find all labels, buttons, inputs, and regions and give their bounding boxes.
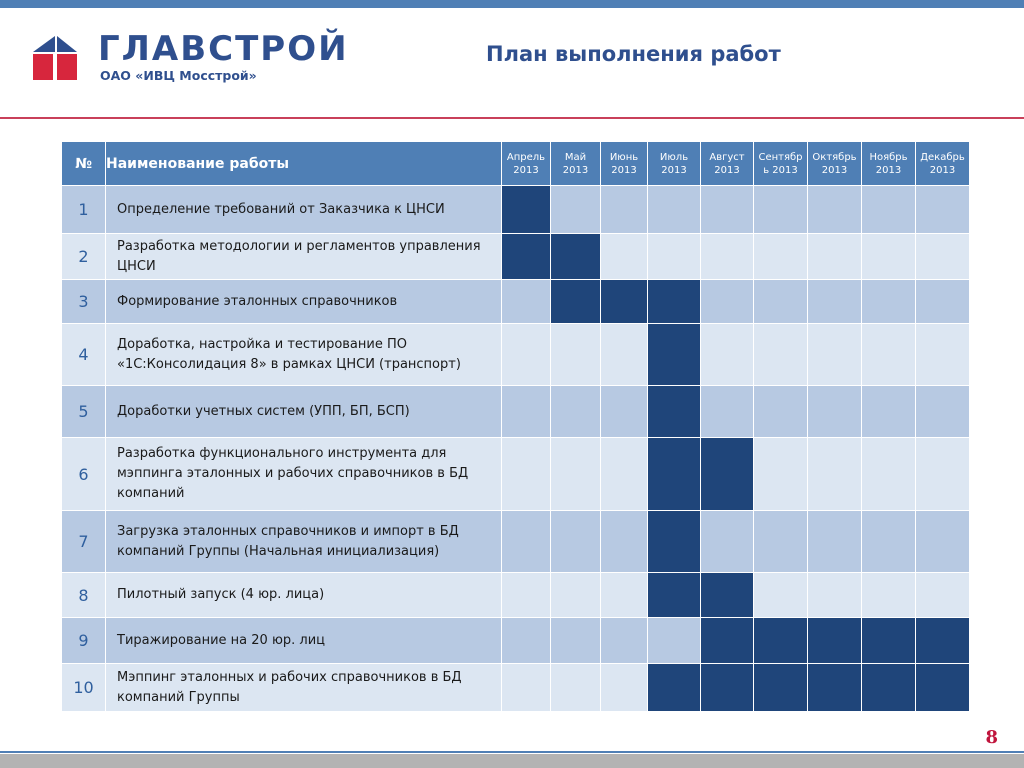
header-month: Август 2013 bbox=[701, 142, 754, 186]
footer-bar bbox=[0, 754, 1024, 768]
gantt-table bbox=[61, 141, 970, 712]
gantt-cell-empty bbox=[502, 386, 551, 438]
header-month: Декабрь 2013 bbox=[916, 142, 970, 186]
work-name: Тиражирование на 20 юр. лиц bbox=[106, 618, 502, 664]
gantt-cell-filled bbox=[648, 664, 701, 712]
gantt-cell-filled bbox=[916, 664, 970, 712]
gantt-cell-empty bbox=[808, 186, 862, 234]
gantt-cell-empty bbox=[551, 438, 601, 511]
gantt-cell-empty bbox=[601, 186, 648, 234]
header-month: Сентябр ь 2013 bbox=[754, 142, 808, 186]
header-month: Май 2013 bbox=[551, 142, 601, 186]
gantt-cell-filled bbox=[601, 280, 648, 324]
row-number: 7 bbox=[62, 511, 106, 573]
gantt-cell-filled bbox=[648, 324, 701, 386]
gantt-cell-empty bbox=[754, 186, 808, 234]
gantt-cell-empty bbox=[754, 573, 808, 618]
gantt-cell-empty bbox=[601, 664, 648, 712]
gantt-cell-empty bbox=[601, 234, 648, 280]
work-name: Пилотный запуск (4 юр. лица) bbox=[106, 573, 502, 618]
gantt-cell-empty bbox=[916, 234, 970, 280]
gantt-cell-filled bbox=[701, 438, 754, 511]
table-row bbox=[62, 438, 970, 511]
gantt-cell-empty bbox=[808, 511, 862, 573]
header-month: Июнь 2013 bbox=[601, 142, 648, 186]
header-month: Ноябрь 2013 bbox=[862, 142, 916, 186]
gantt-cell-empty bbox=[916, 186, 970, 234]
gantt-cell-filled bbox=[648, 386, 701, 438]
gantt-cell-empty bbox=[502, 438, 551, 511]
gantt-cell-filled bbox=[648, 280, 701, 324]
gantt-cell-filled bbox=[551, 234, 601, 280]
table-row bbox=[62, 573, 970, 618]
table-row bbox=[62, 511, 970, 573]
company-logo bbox=[30, 30, 380, 90]
work-name: Формирование эталонных справочников bbox=[106, 280, 502, 324]
gantt-cell-empty bbox=[551, 664, 601, 712]
gantt-cell-empty bbox=[862, 438, 916, 511]
table-row bbox=[62, 186, 970, 234]
gantt-cell-empty bbox=[701, 511, 754, 573]
gantt-cell-empty bbox=[754, 386, 808, 438]
row-number: 10 bbox=[62, 664, 106, 712]
gantt-cell-empty bbox=[551, 324, 601, 386]
gantt-cell-empty bbox=[648, 618, 701, 664]
gantt-cell-empty bbox=[551, 511, 601, 573]
gantt-cell-empty bbox=[551, 186, 601, 234]
gantt-cell-filled bbox=[916, 618, 970, 664]
table-row bbox=[62, 386, 970, 438]
gantt-cell-empty bbox=[502, 280, 551, 324]
gantt-cell-empty bbox=[601, 324, 648, 386]
work-name: Разработка методологии и регламентов управления ЦНСИ bbox=[106, 234, 502, 280]
gantt-cell-empty bbox=[701, 280, 754, 324]
page-number: 8 bbox=[985, 727, 998, 748]
gantt-cell-empty bbox=[701, 186, 754, 234]
row-number: 8 bbox=[62, 573, 106, 618]
gantt-cell-empty bbox=[502, 618, 551, 664]
header-month: Апрель 2013 bbox=[502, 142, 551, 186]
gantt-cell-filled bbox=[648, 573, 701, 618]
gantt-cell-filled bbox=[701, 573, 754, 618]
row-number: 6 bbox=[62, 438, 106, 511]
gantt-cell-filled bbox=[502, 186, 551, 234]
gantt-cell-empty bbox=[601, 511, 648, 573]
gantt-cell-filled bbox=[754, 618, 808, 664]
row-number: 3 bbox=[62, 280, 106, 324]
row-number: 2 bbox=[62, 234, 106, 280]
gantt-cell-empty bbox=[502, 511, 551, 573]
gantt-body bbox=[62, 186, 970, 712]
gantt-cell-empty bbox=[862, 186, 916, 234]
row-number: 9 bbox=[62, 618, 106, 664]
table-row bbox=[62, 664, 970, 712]
row-number: 4 bbox=[62, 324, 106, 386]
gantt-cell-filled bbox=[754, 664, 808, 712]
gantt-cell-filled bbox=[648, 511, 701, 573]
top-accent-bar bbox=[0, 0, 1024, 8]
work-name: Доработки учетных систем (УПП, БП, БСП) bbox=[106, 386, 502, 438]
gantt-cell-empty bbox=[551, 573, 601, 618]
gantt-cell-empty bbox=[601, 618, 648, 664]
gantt-cell-empty bbox=[862, 280, 916, 324]
gantt-cell-filled bbox=[502, 234, 551, 280]
table-header-row bbox=[62, 142, 970, 186]
gantt-cell-empty bbox=[648, 186, 701, 234]
gantt-cell-filled bbox=[701, 618, 754, 664]
header-divider bbox=[0, 117, 1024, 119]
gantt-cell-filled bbox=[808, 618, 862, 664]
gantt-cell-empty bbox=[601, 438, 648, 511]
gantt-cell-empty bbox=[808, 324, 862, 386]
gantt-cell-empty bbox=[754, 234, 808, 280]
gantt-cell-empty bbox=[916, 386, 970, 438]
header-name: Наименование работы bbox=[106, 142, 502, 186]
gantt-cell-empty bbox=[862, 234, 916, 280]
gantt-cell-empty bbox=[754, 511, 808, 573]
gantt-cell-empty bbox=[862, 573, 916, 618]
gantt-cell-empty bbox=[601, 573, 648, 618]
gantt-cell-empty bbox=[916, 573, 970, 618]
work-name: Доработка, настройка и тестирование ПО «1С:Консолидация 8» в рамках ЦНСИ (транспорт) bbox=[106, 324, 502, 386]
gantt-cell-filled bbox=[862, 618, 916, 664]
gantt-cell-empty bbox=[648, 234, 701, 280]
gantt-cell-empty bbox=[551, 618, 601, 664]
gantt-cell-filled bbox=[808, 664, 862, 712]
gantt-cell-empty bbox=[808, 386, 862, 438]
gantt-cell-empty bbox=[916, 324, 970, 386]
gantt-cell-empty bbox=[808, 438, 862, 511]
gantt-cell-empty bbox=[754, 280, 808, 324]
work-name: Разработка функционального инструмента для мэппинга эталонных и рабочих справочников в БД компаний bbox=[106, 438, 502, 511]
header-num: № bbox=[62, 142, 106, 186]
gantt-cell-filled bbox=[551, 280, 601, 324]
gantt-cell-empty bbox=[754, 324, 808, 386]
table-row bbox=[62, 324, 970, 386]
gantt-cell-filled bbox=[648, 438, 701, 511]
page-title: План выполнения работ bbox=[486, 42, 781, 66]
gantt-cell-empty bbox=[862, 511, 916, 573]
header-month: Июль 2013 bbox=[648, 142, 701, 186]
gantt-cell-empty bbox=[502, 324, 551, 386]
gantt-cell-empty bbox=[916, 438, 970, 511]
gantt-cell-empty bbox=[862, 386, 916, 438]
gantt-cell-empty bbox=[551, 386, 601, 438]
gantt-cell-empty bbox=[701, 324, 754, 386]
gantt-cell-empty bbox=[808, 573, 862, 618]
row-number: 5 bbox=[62, 386, 106, 438]
gantt-cell-empty bbox=[808, 234, 862, 280]
header-month: Октябрь 2013 bbox=[808, 142, 862, 186]
table-row bbox=[62, 234, 970, 280]
gantt-cell-empty bbox=[862, 324, 916, 386]
gantt-cell-empty bbox=[502, 664, 551, 712]
gantt-cell-empty bbox=[754, 438, 808, 511]
footer-line bbox=[0, 751, 1024, 753]
table-row bbox=[62, 280, 970, 324]
gantt-cell-empty bbox=[916, 511, 970, 573]
work-name: Определение требований от Заказчика к ЦНСИ bbox=[106, 186, 502, 234]
logo-emblem-icon bbox=[30, 32, 80, 82]
gantt-cell-empty bbox=[502, 573, 551, 618]
gantt-cell-empty bbox=[808, 280, 862, 324]
gantt-cell-empty bbox=[701, 386, 754, 438]
logo-subtitle: ОАО «ИВЦ Мосстрой» bbox=[100, 68, 257, 83]
gantt-cell-filled bbox=[701, 664, 754, 712]
gantt-cell-empty bbox=[916, 280, 970, 324]
gantt-cell-empty bbox=[601, 386, 648, 438]
table-row bbox=[62, 618, 970, 664]
logo-name: ГЛАВСТРОЙ bbox=[98, 29, 349, 69]
work-name: Загрузка эталонных справочников и импорт в БД компаний Группы (Начальная инициализация) bbox=[106, 511, 502, 573]
work-name: Мэппинг эталонных и рабочих справочников в БД компаний Группы bbox=[106, 664, 502, 712]
gantt-cell-empty bbox=[701, 234, 754, 280]
row-number: 1 bbox=[62, 186, 106, 234]
gantt-cell-filled bbox=[862, 664, 916, 712]
